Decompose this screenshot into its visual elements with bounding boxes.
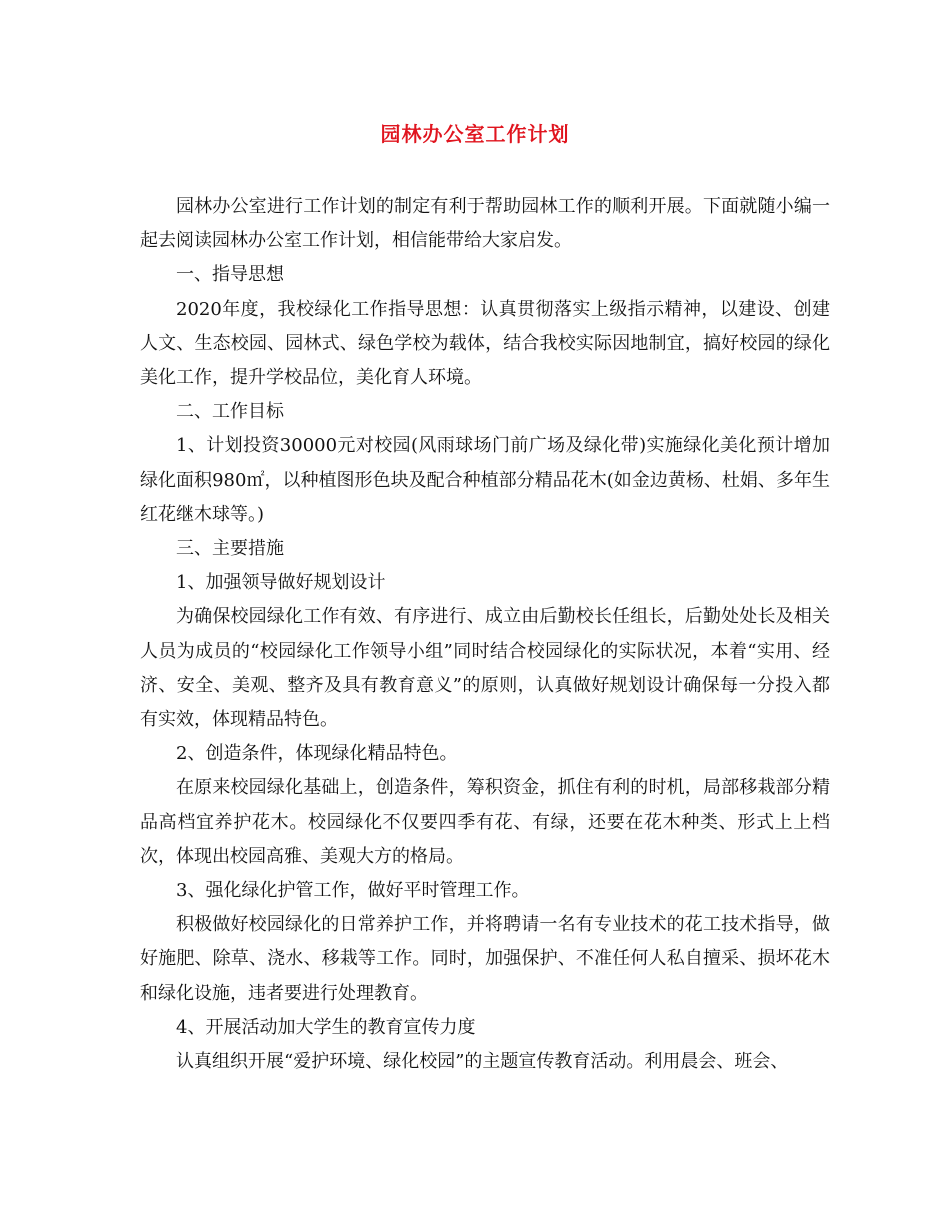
section-heading-main-measures: 三、主要措施 — [176, 538, 284, 560]
intro-paragraph: 园林办公室进行工作计划的制定有利于帮助园林工作的顺利开展。下面就随小编一起去阅读园林办公室工作计划，相信能带给大家启发。 — [140, 196, 830, 252]
measure-paragraph-1: 为确保校园绿化工作有效、有序进行、成立由后勤校长任组长，后勤处处长及相关人员为成员的“校园绿化工作领导小组”同时结合校园绿化的实际状况，本着“实用、经济、安全、美观、整齐及具有教育意义”的原则，认真做好规划设计确保每一分投入都有实效，体现精品特色。 — [140, 606, 830, 731]
section-heading-guiding-ideology: 一、指导思想 — [176, 264, 284, 286]
measure-paragraph-2: 在原来校园绿化基础上，创造条件，筹积资金，抓住有利的时机，局部移栽部分精品高档宜养护花木。校园绿化不仅要四季有花、有绿，还要在花木种类、形式上上档次，体现出校园高雅、美观大方的格局。 — [140, 777, 830, 867]
measure-heading-1: 1、加强领导做好规划设计 — [176, 572, 386, 594]
work-goals-paragraph: 1、计划投资30000元对校园(风雨球场门前广场及绿化带)实施绿化美化预计增加绿化面积980㎡，以种植图形色块及配合种植部分精品花木(如金边黄杨、杜娟、多年生红花继木球等。) — [140, 435, 830, 525]
measure-heading-3: 3、强化绿化护管工作，做好平时管理工作。 — [176, 880, 530, 902]
measure-paragraph-4: 认真组织开展“爱护环境、绿化校园”的主题宣传教育活动。利用晨会、班会、 — [176, 1051, 789, 1073]
measure-heading-2: 2、创造条件，体现绿化精品特色。 — [176, 743, 458, 765]
document-title: 园林办公室工作计划 — [380, 122, 570, 146]
document-body — [140, 190, 830, 1079]
guiding-ideology-paragraph: 2020年度，我校绿化工作指导思想：认真贯彻落实上级指示精神，以建设、创建人文、生态校园、园林式、绿色学校为载体，结合我校实际因地制宜，搞好校园的绿化美化工作，提升学校品位，美化育人环境。 — [140, 298, 830, 389]
measure-paragraph-3: 积极做好校园绿化的日常养护工作，并将聘请一名有专业技术的花工技术指导，做好施肥、除草、浇水、移栽等工作。同时，加强保护、不准任何人私自擅采、损坏花木和绿化设施，违者要进行处理教育。 — [140, 914, 830, 1004]
measure-heading-4: 4、开展活动加大学生的教育宣传力度 — [176, 1016, 476, 1038]
section-heading-work-goals: 二、工作目标 — [176, 401, 284, 423]
